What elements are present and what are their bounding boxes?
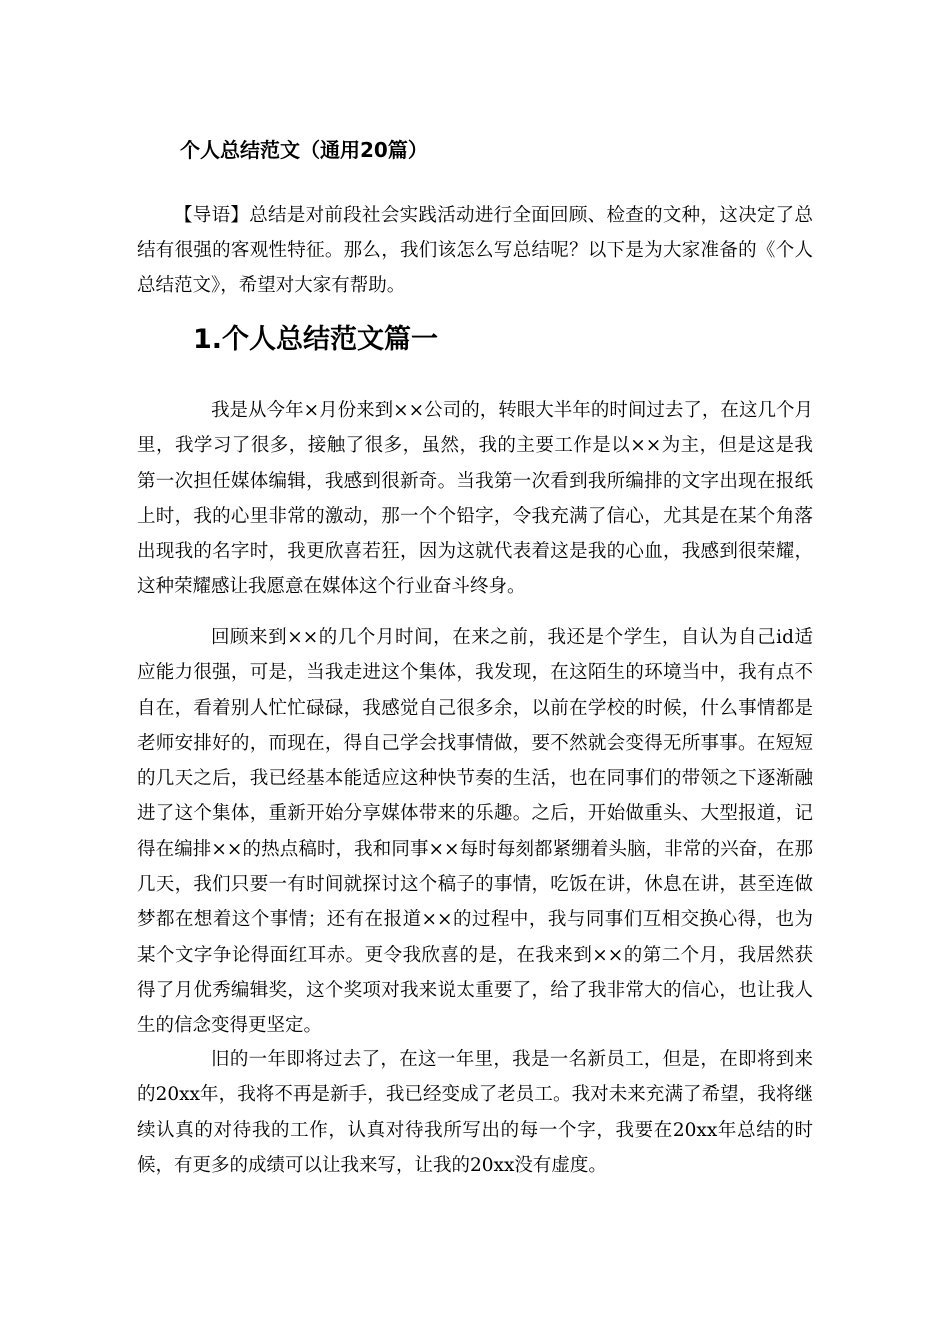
section-heading: 1.个人总结范文篇一 [193,324,439,355]
body-paragraph: 我是从今年×月份来到××公司的，转眼大半年的时间过去了，在这几个月里，我学习了很多，接触了很多，虽然，我的主要工作是以××为主，但是这是我第一次担任媒体编辑，我感到很新奇。当我第一次看到我所编排的文字出现在报纸上时，我的心里非常的激动，那一个个铅字，令我充满了信心，尤其是在某个角落出现我的名字时，我更欣喜若狂，因为这就代表着这是我的心血，我感到很荣耀，这种荣耀感让我愿意在媒体这个行业奋斗终身。 [137,400,813,598]
body-paragraph: 回顾来到××的几个月时间，在来之前，我还是个学生，自认为自己id适应能力很强，可是，当我走进这个集体，我发现，在这陌生的环境当中，我有点不自在，看着别人忙忙碌碌，我感觉自己很多余，以前在学校的时候，什么事情都是老师安排好的，而现在，得自己学会找事情做，要不然就会变得无所事事。在短短的几天之后，我已经基本能适应这种快节奏的生活，也在同事们的带领之下逐渐融进了这个集体，重新开始分享媒体带来的乐趣。之后，开始做重头、大型报道，记得在编排××的热点稿时，我和同事××每时每刻都紧绷着头脑，非常的兴奋，在那几天，我们只要一有时间就探讨这个稿子的事情，吃饭在讲，休息在讲，甚至连做梦都在想着这个事情；还有在报道××的过程中，我与同事们互相交换心得，也为某个文字争论得面红耳赤。更令我欣喜的是，在我来到××的第二个月，我居然获得了月优秀编辑奖，这个奖项对我来说太重要了，给了我非常大的信心，也让我人生的信念变得更坚定。 [137,627,813,1037]
document-title: 个人总结范文（通用20篇） [180,138,428,162]
body-paragraph: 旧的一年即将过去了，在这一年里，我是一名新员工，但是，在即将到来的20xx年，我将不再是新手，我已经变成了老员工。我对未来充满了希望，我将继续认真的对待我的工作，认真对待我所写出的每一个字，我要在20xx年总结的时候，有更多的成绩可以让我来写，让我的20xx没有虚度。 [137,1049,813,1176]
intro-paragraph: 【导语】总结是对前段社会实践活动进行全面回顾、检查的文种，这决定了总结有很强的客观性特征。那么，我们该怎么写总结呢？以下是为大家准备的《个人总结范文》，希望对大家有帮助。 [137,205,813,296]
